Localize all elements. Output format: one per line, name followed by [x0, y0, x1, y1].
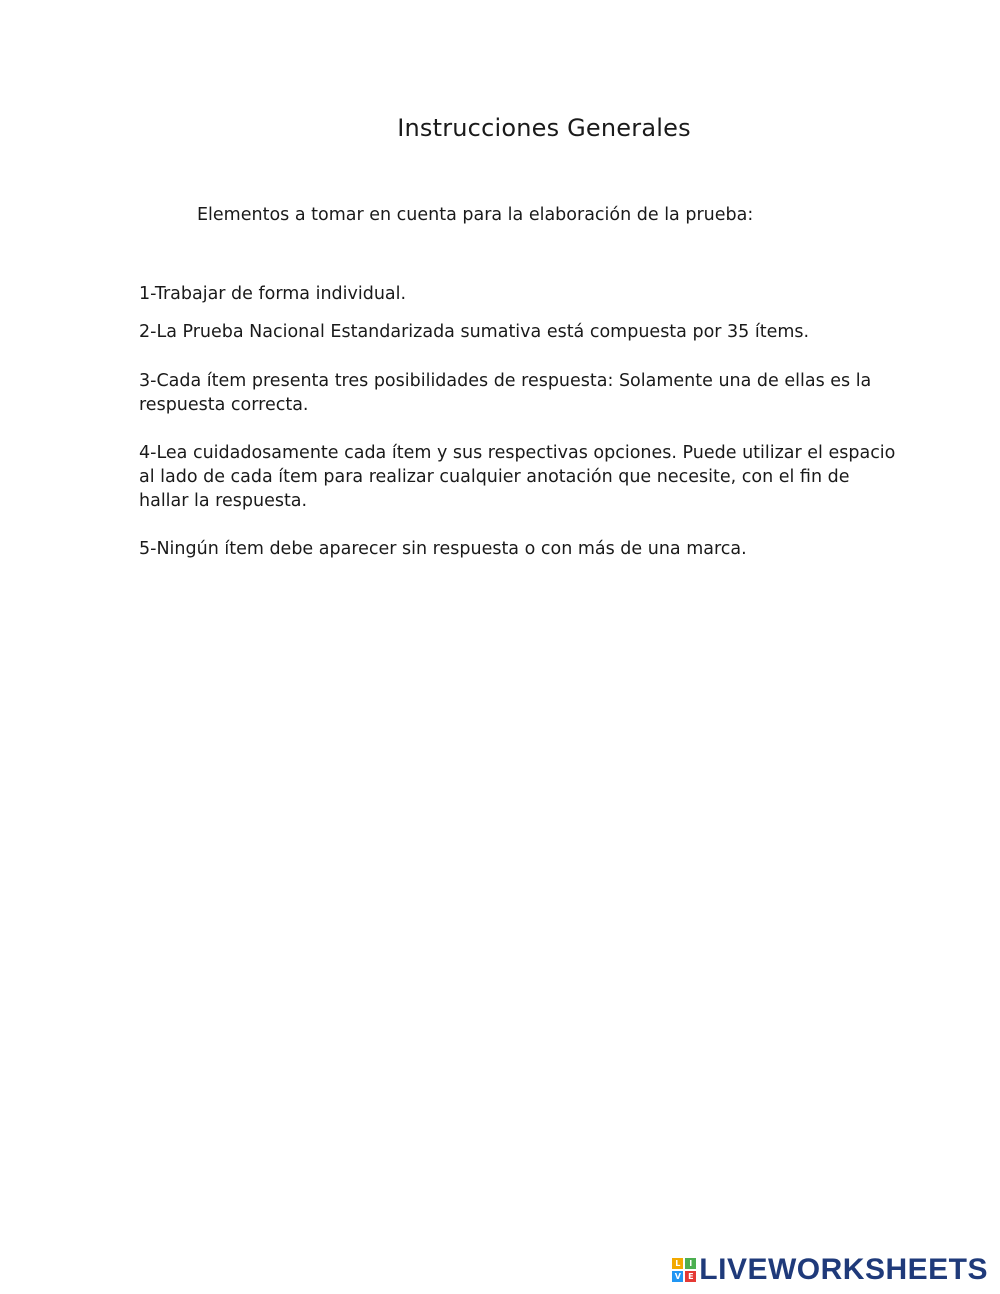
instruction-item-5: 5-Ningún ítem debe aparecer sin respuesta o con más de una marca.: [139, 539, 747, 559]
logo-cell-e: E: [685, 1271, 696, 1282]
instruction-item-1: 1-Trabajar de forma individual.: [139, 284, 407, 304]
logo-wordmark: LIVEWORKSHEETS: [699, 1253, 988, 1286]
instructions-subtitle: Elementos a tomar en cuenta para la elaboración de la prueba:: [197, 205, 754, 225]
logo-cell-v: V: [672, 1271, 683, 1282]
instruction-item-2: 2-La Prueba Nacional Estandarizada sumativa está compuesta por 35 ítems.: [139, 322, 810, 342]
logo-cell-l: L: [672, 1258, 683, 1269]
liveworksheets-logo[interactable]: [672, 1255, 988, 1285]
instruction-item-3: 3-Cada ítem presenta tres posibilidades de respuesta: Solamente una de ellas es la respuesta correcta.: [139, 371, 872, 415]
page-title: Instrucciones Generales: [397, 114, 691, 142]
logo-cell-i: I: [685, 1258, 696, 1269]
liveworksheets-logo-icon: [672, 1258, 696, 1282]
instruction-item-4: 4-Lea cuidadosamente cada ítem y sus respectivas opciones. Puede utilizar el espacio al lado de cada ítem para realizar cualquier anotación que necesite, con el fin de hallar la respuesta.: [139, 443, 896, 511]
